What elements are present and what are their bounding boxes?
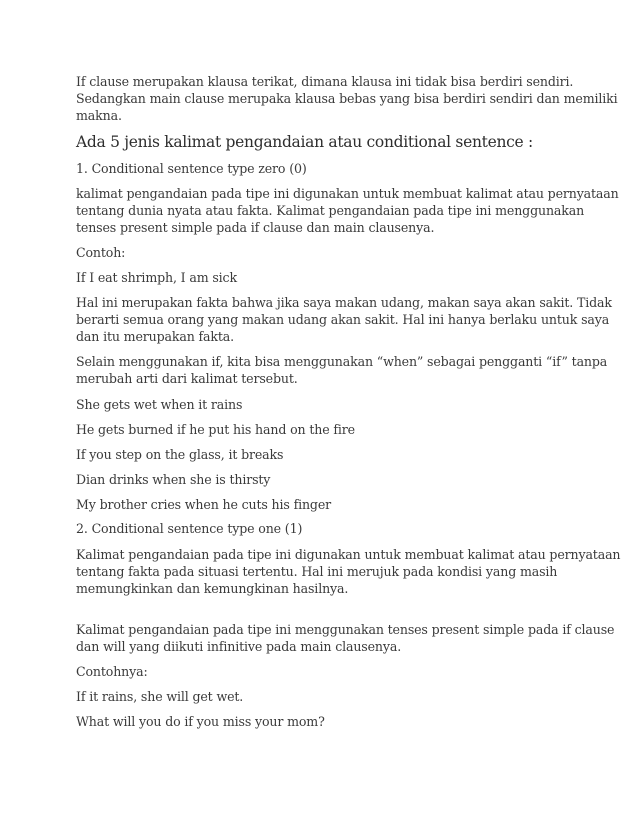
intro-line: makna.: [76, 108, 122, 123]
contoh-label: Contoh:: [76, 245, 126, 260]
type-one-tense-line: dan will yang diikuti infinitive pada main clausenya.: [76, 639, 402, 654]
example-sentence: Dian drinks when she is thirsty: [76, 472, 271, 487]
example-explanation-line: dan itu merupakan fakta.: [76, 329, 235, 344]
type-zero-title: 1. Conditional sentence type zero (0): [76, 161, 307, 176]
type-one-desc-line: memungkinkan dan kemungkinan hasilnya.: [76, 581, 349, 596]
type-zero-desc-line: tenses present simple pada if clause dan main clausenya.: [76, 220, 435, 235]
type-zero-desc-line: kalimat pengandaian pada tipe ini digunakan untuk membuat kalimat atau pernyataan: [76, 186, 619, 201]
type-one-tense-line: Kalimat pengandaian pada tipe ini menggunakan tenses present simple pada if clause: [76, 622, 615, 637]
type-one-example: If it rains, she will get wet.: [76, 689, 244, 704]
when-note-line: Selain menggunakan if, kita bisa menggunakan “when” sebagai pengganti “if” tanpa: [76, 354, 608, 369]
example-sentence: My brother cries when he cuts his finger: [76, 497, 332, 512]
example-sentence: If you step on the glass, it breaks: [76, 447, 284, 462]
intro-line: If clause merupakan klausa terikat, dimana klausa ini tidak bisa berdiri sendiri.: [76, 74, 574, 89]
example-sentence: He gets burned if he put his hand on the fire: [76, 422, 355, 437]
example-main: If I eat shrimph, I am sick: [76, 270, 237, 285]
example-sentence: She gets wet when it rains: [76, 397, 243, 412]
when-note-line: merubah arti dari kalimat tersebut.: [76, 371, 298, 386]
type-one-desc-line: Kalimat pengandaian pada tipe ini digunakan untuk membuat kalimat atau pernyataan: [76, 547, 621, 562]
section-heading: Ada 5 jenis kalimat pengandaian atau conditional sentence :: [76, 133, 533, 151]
type-one-example: What will you do if you miss your mom?: [76, 714, 325, 729]
type-one-desc-line: tentang fakta pada situasi tertentu. Hal ini merujuk pada kondisi yang masih: [76, 564, 558, 579]
type-zero-desc-line: tentang dunia nyata atau fakta. Kalimat pengandaian pada tipe ini menggunakan: [76, 203, 585, 218]
example-explanation-line: Hal ini merupakan fakta bahwa jika saya makan udang, makan saya akan sakit. Tidak: [76, 295, 612, 310]
type-one-title: 2. Conditional sentence type one (1): [76, 521, 303, 536]
contohnya-label: Contohnya:: [76, 664, 148, 679]
intro-line: Sedangkan main clause merupaka klausa bebas yang bisa berdiri sendiri dan memiliki: [76, 91, 618, 106]
example-explanation-line: berarti semua orang yang makan udang akan sakit. Hal ini hanya berlaku untuk saya: [76, 312, 610, 327]
